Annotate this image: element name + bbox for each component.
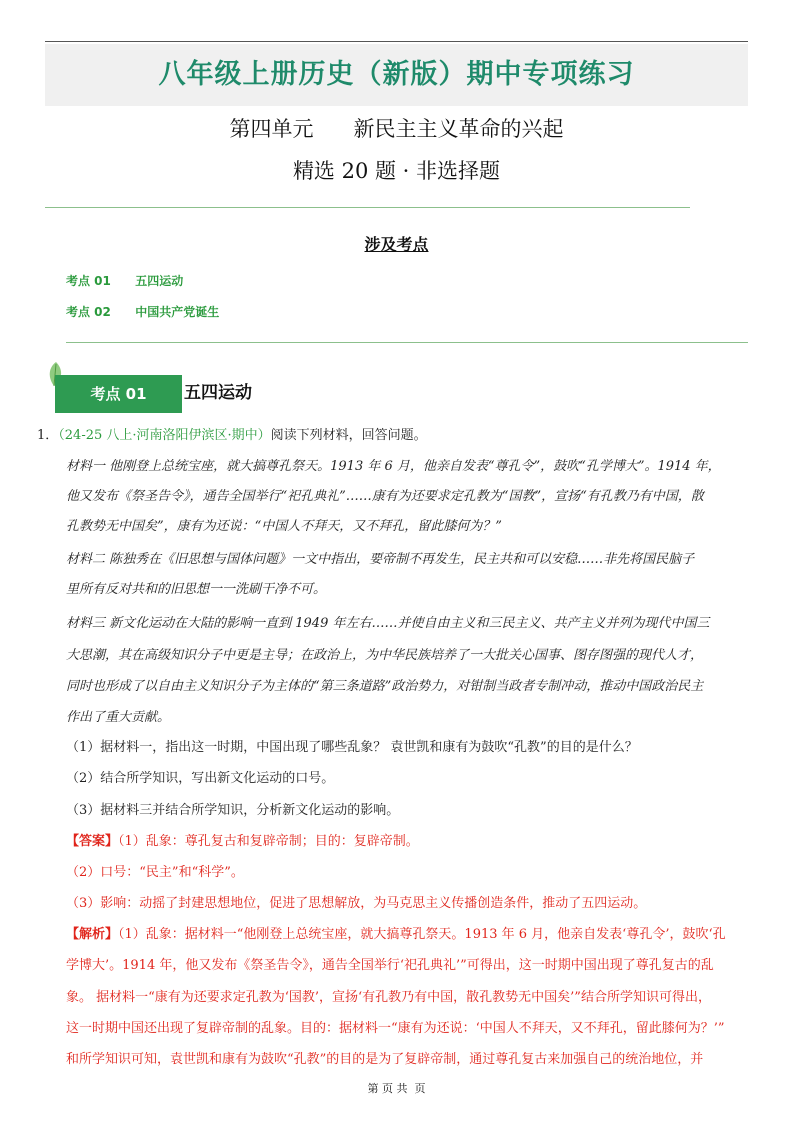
key-point-item [66, 303, 219, 320]
divider-1 [45, 207, 690, 208]
sub-question: （2）结合所学知识，写出新文化运动的口号。 [66, 771, 335, 786]
answer-line: （2）口号：“民主”和“科学”。 [66, 865, 244, 880]
material-line: 作出了重大贡献。 [66, 710, 171, 725]
material-line: 材料二 陈独秀在《旧思想与国体问题》一文中指出，要帝制不再发生，民主共和可以安稳……非先将国民脑子 [66, 552, 695, 567]
analysis-line [66, 920, 756, 950]
answer-line [66, 827, 756, 857]
analysis-tag: 【解析】 [66, 927, 119, 942]
section-title: 五四运动 [184, 383, 252, 403]
material-line: 孔教势无中国矣”，康有为还说：“中国人不拜天，又不拜孔，留此膝何为？” [66, 519, 502, 534]
question-prompt: 阅读下列材料，回答问题。 [270, 428, 427, 443]
unit-line: 第四单元 新民主主义革命的兴起 [229, 117, 564, 141]
answer-line: （3）影响：动摇了封建思想地位，促进了思想解放，为马克思主义传播创造条件，推动了五四运动。 [66, 896, 647, 911]
key-point-item [66, 272, 183, 289]
analysis-line: 这一时期中国还出现了复辟帝制的乱象。目的：据材料一“康有为还说：‘中国人不拜天，又不拜孔，留此膝何为？’” [66, 1021, 725, 1036]
divider-2 [66, 342, 748, 343]
material-line: 同时也形成了以自由主义知识分子为主体的“第三条道路”政治势力，对钳制当政者专制冲动，推动中国政治民主 [66, 679, 704, 694]
material-line: 材料三 新文化运动在大陆的影响一直到 1949 年左右……并使自由主义和三民主义、共产主义并列为现代中国三 [66, 616, 710, 631]
analysis-line: 象。 据材料一“康有为还要求定孔教为‘国教’，宣扬‘有孔教乃有中国，散孔教势无中国矣’”结合所学知识可得出， [66, 990, 711, 1005]
analysis-text: （1）乱象：据材料一“他刚登上总统宝座，就大搞尊孔祭天。1913 年 6 月，他亲自发表‘尊孔令’，鼓吹‘孔 [118, 927, 726, 942]
answer-text: （1）乱象：尊孔复古和复辟帝制；目的：复辟帝制。 [118, 834, 419, 849]
analysis-line: 学博大’。1914 年，他又发布《祭圣告令》，通告全国举行‘祀孔典礼’”可得出，这一时期中国出现了尊孔复古的乱 [66, 958, 714, 973]
key-point-label: 考点 01 [66, 274, 111, 288]
analysis-line: 和所学知识可知，袁世凯和康有为鼓吹“孔教”的目的是为了复辟帝制，通过尊孔复古来加强自己的统治地位，并 [66, 1052, 704, 1067]
key-points-heading: 涉及考点 [364, 235, 429, 254]
sub-question: （3）据材料三并结合所学知识，分析新文化运动的影响。 [66, 803, 400, 818]
question-header [37, 426, 757, 446]
material-line: 大思潮，其在高级知识分子中更是主导；在政治上，为中华民族培养了一大批关心国事、图存图强的现代人才， [66, 648, 704, 663]
material-line: 他又发布《祭圣告令》，通告全国举行“祀孔典礼”……康有为还要求定孔教为“国教”，宣扬“有孔教乃有中国，散 [66, 489, 704, 504]
page-footer: 第 页 共 页 [367, 1082, 426, 1095]
question-source: （24-25 八上·河南洛阳伊滨区·期中） [58, 428, 271, 443]
material-line: 材料一 他刚登上总统宝座，就大搞尊孔祭天。1913 年 6 月，他亲自发表“尊孔令”，鼓吹“孔学博大”。1914 年， [66, 459, 721, 474]
selection-line: 精选 20 题 · 非选择题 [292, 159, 501, 183]
top-rule [45, 41, 748, 42]
sub-question: （1）据材料一，指出这一时期，中国出现了哪些乱象？ 袁世凯和康有为鼓吹“孔教”的目的是什么？ [66, 740, 638, 755]
section-badge: 考点 01 [55, 375, 182, 413]
key-point-name: 五四运动 [135, 274, 184, 288]
page-title: 八年级上册历史（新版）期中专项练习 [158, 59, 635, 90]
answer-tag: 【答案】 [66, 834, 119, 849]
question-number: 1． [37, 428, 59, 443]
key-point-name: 中国共产党诞生 [135, 305, 220, 319]
key-point-label: 考点 02 [66, 305, 111, 319]
material-line: 里所有反对共和的旧思想一一洗刷干净不可。 [66, 582, 327, 597]
